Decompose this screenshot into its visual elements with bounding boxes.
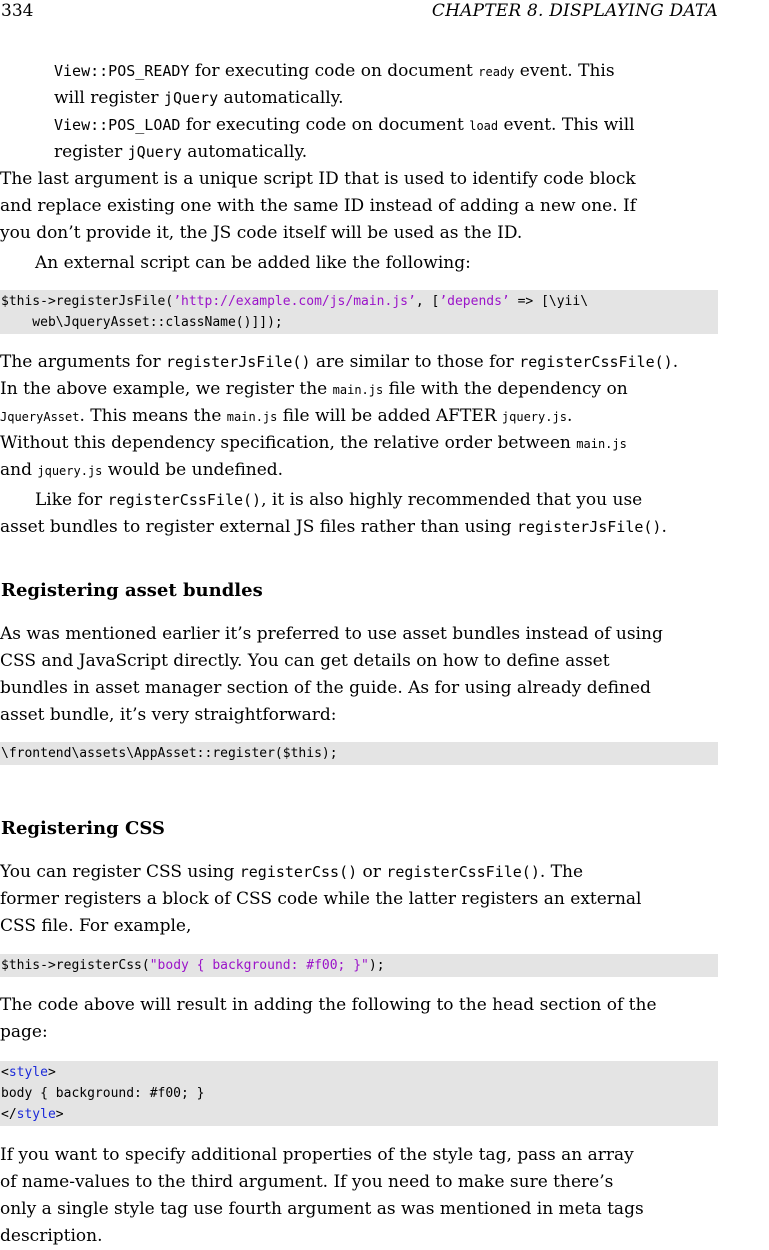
paragraph-line: Without this dependency specification, the relative order between main.js	[0, 433, 627, 453]
code-line: $this->registerJsFile(’http://example.com/js/main.js’, [’depends’ => [\yii\	[1, 294, 589, 309]
paragraph-line: The code above will result in adding the following to the head section of the	[0, 995, 657, 1015]
item-pos-ready-line-1: View::POS_READY for executing code on document ready event. This	[54, 61, 615, 81]
code-block-register-css	[0, 954, 718, 977]
paragraph-line: and jquery.js would be undefined.	[0, 460, 284, 480]
section-heading-css: Registering CSS	[1, 818, 165, 839]
paragraph-line: The arguments for registerJsFile() are similar to those for registerCssFile().	[0, 352, 679, 372]
code-block-style-output	[0, 1061, 718, 1126]
paragraph-line: former registers a block of CSS code while the latter registers an external	[0, 889, 642, 909]
page-number: 334	[1, 1, 34, 21]
paragraph-line: CSS and JavaScript directly. You can get details on how to define asset	[0, 651, 610, 671]
code-line: web\JqueryAsset::className()]]);	[1, 315, 283, 330]
paragraph-line: The last argument is a unique script ID that is used to identify code block	[0, 169, 636, 189]
chapter-title: CHAPTER 8. DISPLAYING DATA	[431, 1, 718, 21]
paragraph-line: As was mentioned earlier it’s preferred to use asset bundles instead of using	[0, 624, 663, 644]
paragraph-line: CSS file. For example,	[0, 916, 192, 936]
code-line: <style>	[1, 1065, 56, 1080]
paragraph-line: you don’t provide it, the JS code itself will be used as the ID.	[0, 223, 523, 243]
paragraph-line: In the above example, we register the main.js file with the dependency on	[0, 379, 628, 399]
paragraph-line: bundles in asset manager section of the guide. As for using already defined	[0, 678, 651, 698]
paragraph-line: description.	[0, 1226, 103, 1246]
item-pos-load-line-1: View::POS_LOAD for executing code on document load event. This will	[54, 115, 635, 135]
paragraph-line: asset bundle, it’s very straightforward:	[0, 705, 337, 725]
paragraph-line: If you want to specify additional properties of the style tag, pass an array	[0, 1145, 634, 1165]
item-pos-load-line-2: register jQuery automatically.	[54, 142, 308, 162]
code-block-register-js-file	[0, 290, 718, 334]
code-line: \frontend\assets\AppAsset::register($this);	[1, 746, 338, 761]
paragraph-line: Like for registerCssFile(), it is also highly recommended that you use	[35, 490, 643, 510]
paragraph-line: asset bundles to register external JS files rather than using registerJsFile().	[0, 517, 667, 537]
paragraph-line: of name-values to the third argument. If you need to make sure there’s	[0, 1172, 614, 1192]
section-heading-asset-bundles: Registering asset bundles	[1, 580, 263, 601]
code-line: </style>	[1, 1107, 64, 1122]
running-head	[0, 0, 718, 24]
item-pos-ready-line-2: will register jQuery automatically.	[54, 88, 344, 108]
paragraph-line: only a single style tag use fourth argument as was mentioned in meta tags	[0, 1199, 644, 1219]
paragraph-line: An external script can be added like the following:	[35, 253, 471, 273]
code-block-asset-register	[0, 742, 718, 765]
paragraph-line: JqueryAsset. This means the main.js file will be added AFTER jquery.js.	[0, 406, 573, 426]
paragraph-line: You can register CSS using registerCss() or registerCssFile(). The	[0, 862, 584, 882]
code-line: $this->registerCss("body { background: #f00; }");	[1, 958, 385, 973]
paragraph-line: page:	[0, 1022, 48, 1042]
code-line: body { background: #f00; }	[1, 1086, 205, 1101]
paragraph-line: and replace existing one with the same ID instead of adding a new one. If	[0, 196, 637, 216]
